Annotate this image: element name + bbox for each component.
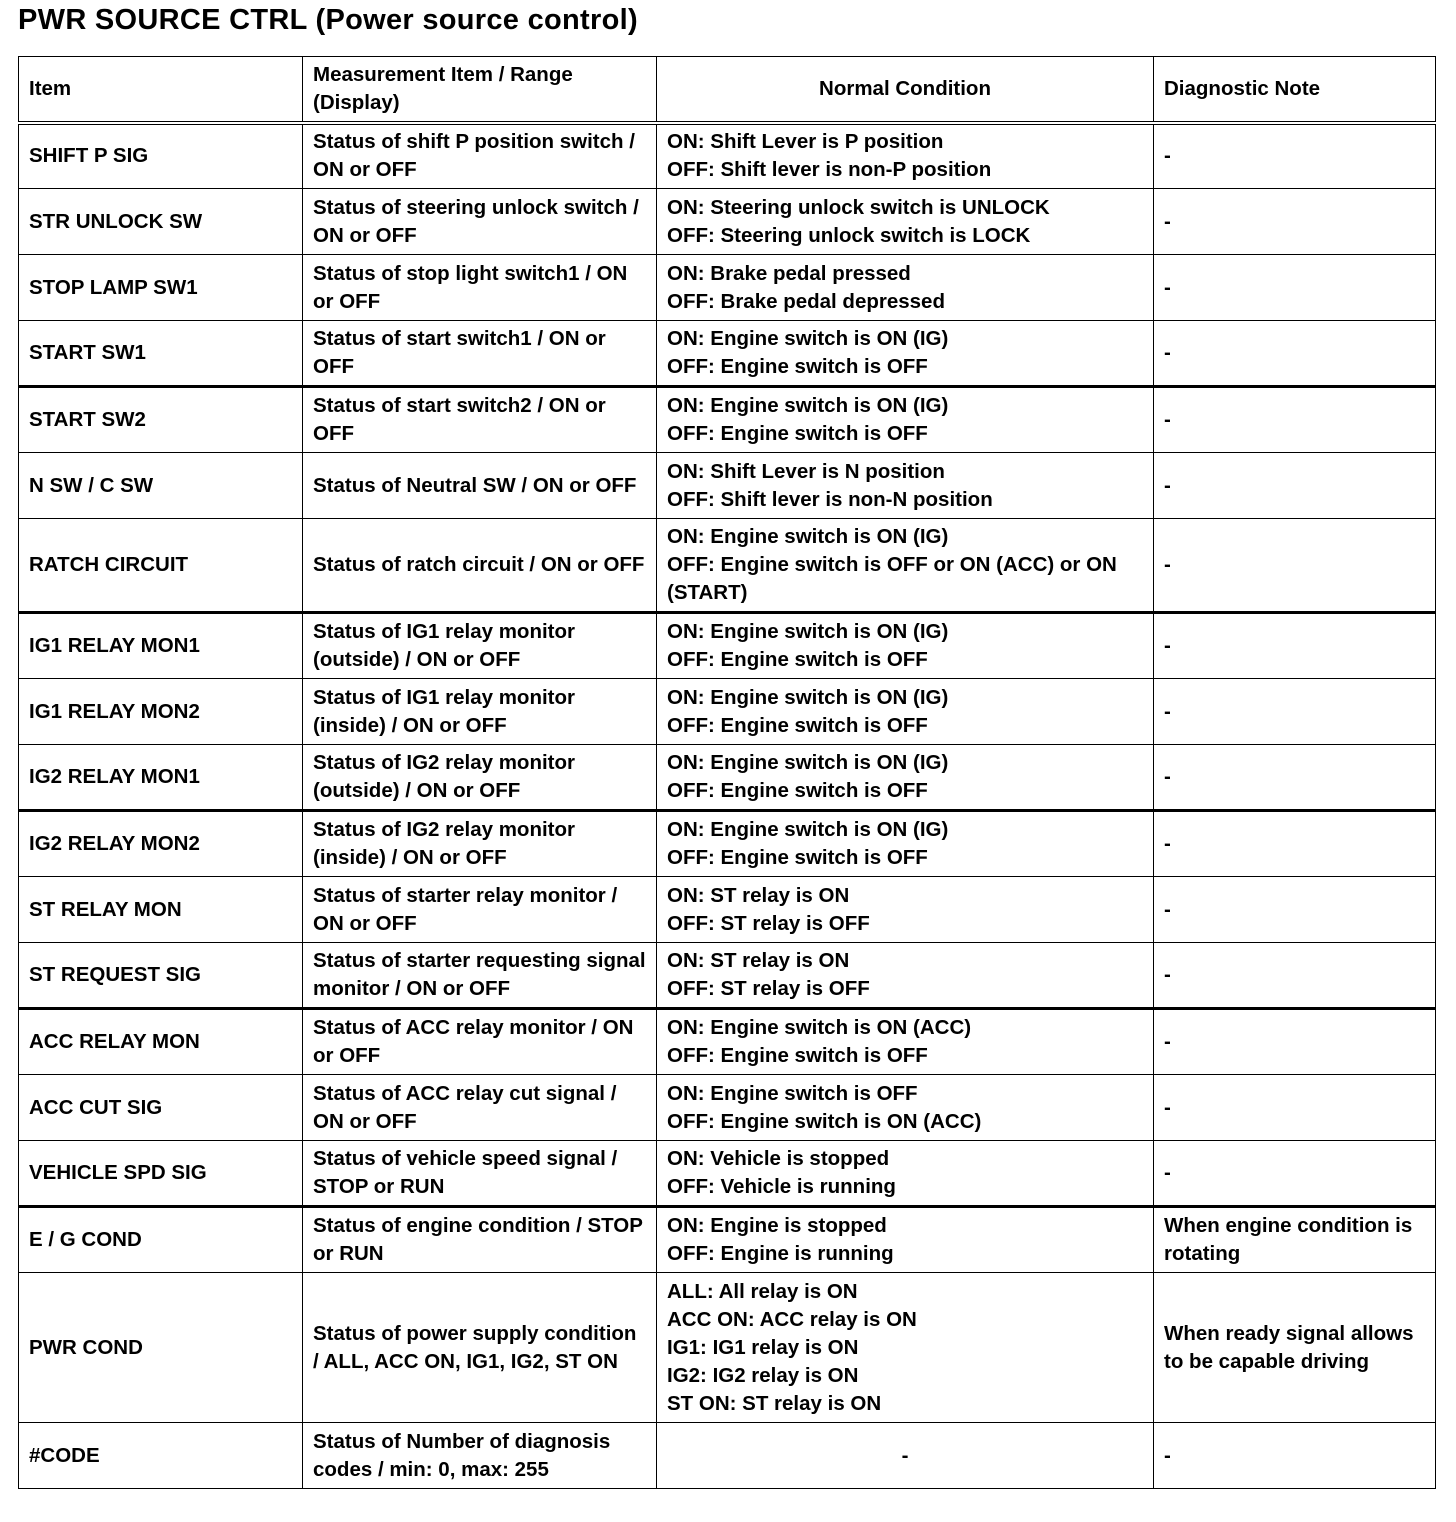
table-row [19,123,1436,189]
table-row [19,613,1436,679]
normal-condition-cell: ON: Engine switch is ON (IG) OFF: Engine switch is OFF [657,321,1154,387]
measurement-cell: Status of steering unlock switch / ON or OFF [303,189,657,255]
measurement-cell: Status of IG2 relay monitor (inside) / ON or OFF [303,811,657,877]
data-table [18,56,1436,1489]
header-diagnostic-note: Diagnostic Note [1154,57,1436,123]
item-cell: ACC CUT SIG [19,1075,303,1141]
item-cell: ST REQUEST SIG [19,943,303,1009]
table-row [19,1423,1436,1489]
normal-condition-cell: ON: Engine switch is ON (IG) OFF: Engine switch is OFF [657,679,1154,745]
table-row [19,519,1436,613]
header-normal-condition: Normal Condition [657,57,1154,123]
table-row [19,745,1436,811]
diagnostic-note-cell: - [1154,519,1436,613]
table-row [19,1075,1436,1141]
measurement-cell: Status of engine condition / STOP or RUN [303,1207,657,1273]
measurement-cell: Status of IG1 relay monitor (inside) / ON or OFF [303,679,657,745]
table-row [19,321,1436,387]
measurement-cell: Status of IG1 relay monitor (outside) / ON or OFF [303,613,657,679]
measurement-cell: Status of power supply condition / ALL, ACC ON, IG1, IG2, ST ON [303,1273,657,1423]
item-cell: START SW1 [19,321,303,387]
normal-condition-cell: ON: Engine switch is OFF OFF: Engine switch is ON (ACC) [657,1075,1154,1141]
item-cell: VEHICLE SPD SIG [19,1141,303,1207]
diagnostic-note-cell: - [1154,1009,1436,1075]
normal-condition-cell: ON: Shift Lever is P position OFF: Shift lever is non-P position [657,123,1154,189]
normal-condition-cell: ON: Engine switch is ON (IG) OFF: Engine switch is OFF [657,387,1154,453]
diagnostic-note-cell: - [1154,613,1436,679]
diagnostic-note-cell: - [1154,1075,1436,1141]
table-row [19,1207,1436,1273]
normal-condition-cell: ON: Engine switch is ON (ACC) OFF: Engine switch is OFF [657,1009,1154,1075]
table-row [19,1141,1436,1207]
normal-condition-cell: ON: Steering unlock switch is UNLOCK OFF: Steering unlock switch is LOCK [657,189,1154,255]
diagnostic-note-cell: - [1154,387,1436,453]
normal-condition-cell: ON: Engine switch is ON (IG) OFF: Engine switch is OFF [657,811,1154,877]
diagnostic-note-cell: - [1154,1141,1436,1207]
header-measurement: Measurement Item / Range (Display) [303,57,657,123]
item-cell: STR UNLOCK SW [19,189,303,255]
item-cell: PWR COND [19,1273,303,1423]
table-row [19,679,1436,745]
normal-condition-cell: ON: Engine is stopped OFF: Engine is running [657,1207,1154,1273]
item-cell: STOP LAMP SW1 [19,255,303,321]
normal-condition-cell: ON: Engine switch is ON (IG) OFF: Engine switch is OFF or ON (ACC) or ON (START) [657,519,1154,613]
diagnostic-note-cell: - [1154,679,1436,745]
item-cell: IG1 RELAY MON1 [19,613,303,679]
measurement-cell: Status of stop light switch1 / ON or OFF [303,255,657,321]
header-row [19,57,1436,123]
item-cell: N SW / C SW [19,453,303,519]
diagnostic-note-cell: - [1154,1423,1436,1489]
table-row [19,943,1436,1009]
diagnostic-note-cell: - [1154,321,1436,387]
measurement-cell: Status of starter relay monitor / ON or OFF [303,877,657,943]
item-cell: #CODE [19,1423,303,1489]
normal-condition-cell: ON: Vehicle is stopped OFF: Vehicle is running [657,1141,1154,1207]
page-title: PWR SOURCE CTRL (Power source control) [18,4,638,36]
measurement-cell: Status of start switch2 / ON or OFF [303,387,657,453]
table-row [19,255,1436,321]
normal-condition-cell: ON: Engine switch is ON (IG) OFF: Engine switch is OFF [657,745,1154,811]
normal-condition-cell: ON: Shift Lever is N position OFF: Shift lever is non-N position [657,453,1154,519]
diagnostic-note-cell: - [1154,811,1436,877]
measurement-cell: Status of ratch circuit / ON or OFF [303,519,657,613]
diagnostic-note-cell: - [1154,877,1436,943]
normal-condition-cell: ON: ST relay is ON OFF: ST relay is OFF [657,943,1154,1009]
table-row [19,1273,1436,1423]
measurement-cell: Status of ACC relay cut signal / ON or OFF [303,1075,657,1141]
diagnostic-note-cell: - [1154,453,1436,519]
diagnostic-note-cell: - [1154,189,1436,255]
diagnostic-note-cell: - [1154,943,1436,1009]
table-row [19,877,1436,943]
diagnostic-note-cell: When engine condition is rotating [1154,1207,1436,1273]
normal-condition-cell: ON: ST relay is ON OFF: ST relay is OFF [657,877,1154,943]
item-cell: ACC RELAY MON [19,1009,303,1075]
item-cell: START SW2 [19,387,303,453]
item-cell: RATCH CIRCUIT [19,519,303,613]
header-item: Item [19,57,303,123]
measurement-cell: Status of start switch1 / ON or OFF [303,321,657,387]
table-row [19,453,1436,519]
measurement-cell: Status of starter requesting signal monitor / ON or OFF [303,943,657,1009]
table-row [19,811,1436,877]
table-row [19,189,1436,255]
item-cell: E / G COND [19,1207,303,1273]
normal-condition-cell: ON: Brake pedal pressed OFF: Brake pedal depressed [657,255,1154,321]
normal-condition-cell: ALL: All relay is ON ACC ON: ACC relay is ON IG1: IG1 relay is ON IG2: IG2 relay is ON ST ON: ST relay is ON [657,1273,1154,1423]
item-cell: IG2 RELAY MON2 [19,811,303,877]
normal-condition-cell: - [657,1423,1154,1489]
item-cell: IG1 RELAY MON2 [19,679,303,745]
measurement-cell: Status of ACC relay monitor / ON or OFF [303,1009,657,1075]
measurement-cell: Status of Neutral SW / ON or OFF [303,453,657,519]
diagnostic-note-cell: - [1154,255,1436,321]
item-cell: IG2 RELAY MON1 [19,745,303,811]
item-cell: SHIFT P SIG [19,123,303,189]
diagnostic-note-cell: - [1154,123,1436,189]
diagnostic-note-cell: - [1154,745,1436,811]
item-cell: ST RELAY MON [19,877,303,943]
measurement-cell: Status of IG2 relay monitor (outside) / ON or OFF [303,745,657,811]
measurement-cell: Status of shift P position switch / ON or OFF [303,123,657,189]
normal-condition-cell: ON: Engine switch is ON (IG) OFF: Engine switch is OFF [657,613,1154,679]
measurement-cell: Status of Number of diagnosis codes / min: 0, max: 255 [303,1423,657,1489]
measurement-cell: Status of vehicle speed signal / STOP or RUN [303,1141,657,1207]
table-row [19,1009,1436,1075]
diagnostic-note-cell: When ready signal allows to be capable driving [1154,1273,1436,1423]
table-row [19,387,1436,453]
